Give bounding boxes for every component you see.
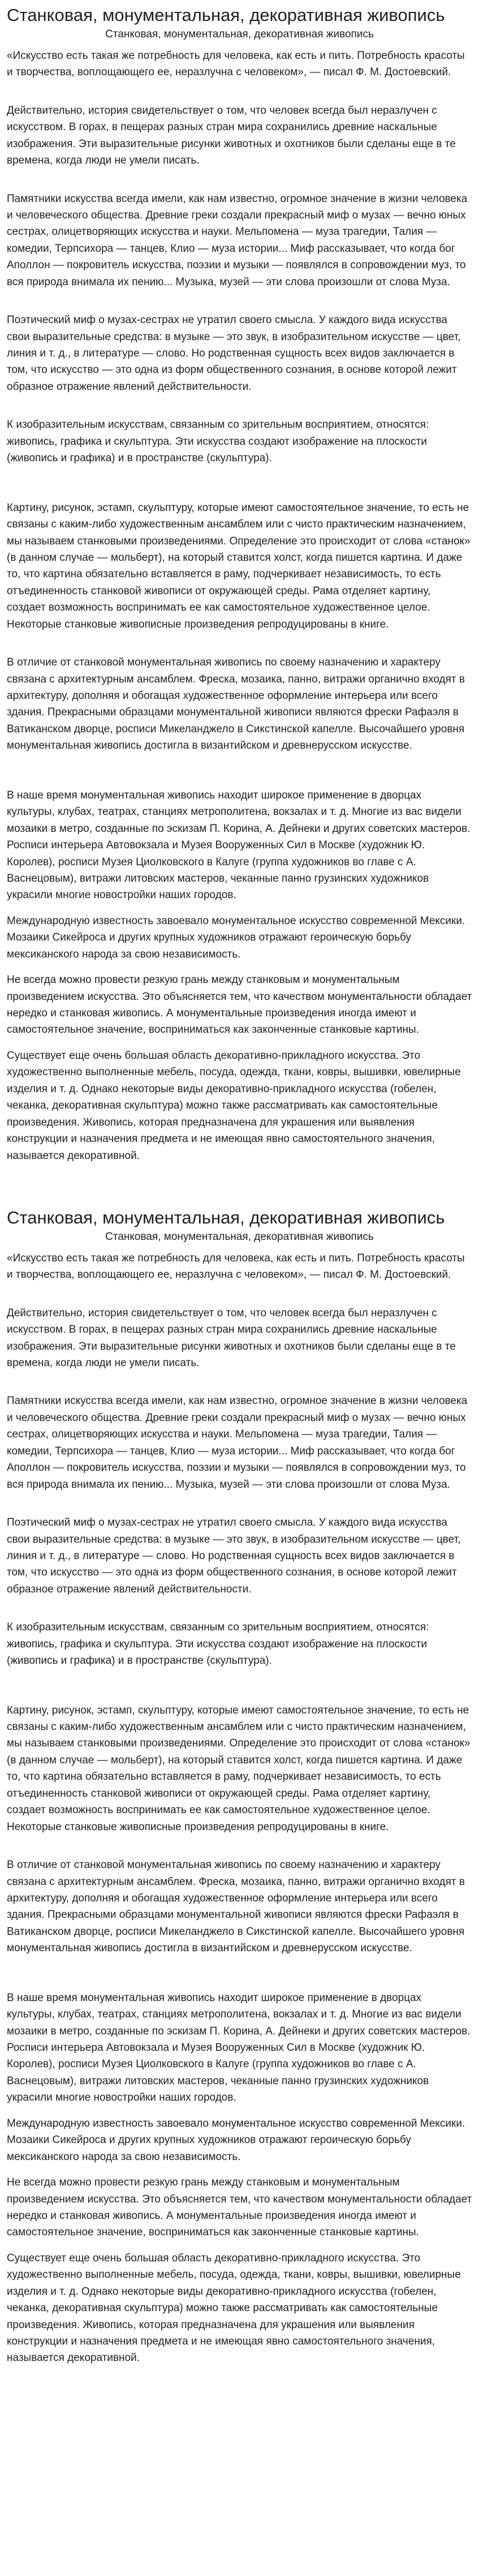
paragraph: Не всегда можно провести резкую грань между станковым и монументальным произведением искусства. Это объясняется тем, что качеством монументальности обладает нередко и станковая живопись. А монументальные произведения иногда имеют и самостоятельное значение, восприниматься как законченные станковые картины. [7, 2176, 472, 2239]
paragraph: Существует еще очень большая область декоративно-прикладного искусства. Это художественно выполненные мебель, посуда, одежда, ткани, ковры, вышивки, ювелирные изделия и т. д. Однако некоторые виды декоративно-прикладного искусства (гобелен, чеканка, декоративная скульптура) можно также рассматривать как самостоятельные произведения. Живопись, которая предназначена для украшения или выявления конструкции и назначения предмета и не имеющая явно самостоятельного значения, называется декоративной. [7, 2252, 461, 2364]
paragraph: «Искусство есть такая же потребность для человека, как есть и пить. Потребность красоты и творчества, воплощающего ее, неразлучна с человеком», — писал Ф. М. Достоевский. [7, 49, 465, 79]
article-block-2 [7, 1207, 472, 2367]
paragraph: В отличие от станковой монументальная живопись по своему назначению и характеру связана с архитектурным ансамблем. Фреска, мозаика, панно, витражи органично входят в архитектуру, дополняя и обогащая художественное оформление интерьера или всего здания. Прекрасными образцами монументальной живописи являются фрески Рафаэля в Ватиканском дворце, росписи Микеланджело в Сикстинской капелле. Высочайшего уровня монументальная живопись достигла в византийском и древнерусском искусстве. [7, 656, 465, 752]
article-title: Станковая, монументальная, декоративная живопись [7, 1207, 445, 1227]
paragraph: Действительно, история свидетельствует о том, что человек всегда был неразлучен с искусством. В горах, в пещерах разных стран мира сохранились древние наскальные изображения. Эти выразительные рисунки животных и охотников были сделаны еще в те времена, когда люди не умели писать. [7, 1307, 456, 1369]
article-subtitle: Станковая, монументальная, декоративная живопись [105, 1231, 374, 1243]
paragraph: Картину, рисунок, эстамп, скульптуру, которые имеют самостоятельное значение, то есть не связаны с каким-либо художественным ансамблем или с чисто практическим назначением, мы называем станковыми произведениями. Определение это происходит от слова «станок» (в данном случае — мольберт), на который ставится холст, когда пишется картина. И даже то, что картина обязательно вставляется в раму, подчеркивает независимость, то есть отъединенность станковой живописи от окружающей среды. Рама отделяет картину, создает возможность воспринимать ее как самостоятельное художественное целое. Некоторые станковые живописные произведения репродуцированы в книге. [7, 501, 471, 630]
paragraph: К изобразительным искусствам, связанным со зрительным восприятием, относятся: живопись, графика и скульптура. Эти искусства создают изображение на плоскости (живопись и графика) и в пространстве (скульптура). [7, 419, 429, 465]
article-title: Станковая, монументальная, декоративная живопись [7, 5, 445, 25]
paragraph: «Искусство есть такая же потребность для человека, как есть и пить. Потребность красоты и творчества, воплощающего ее, неразлучна с человеком», — писал Ф. М. Достоевский. [7, 1252, 465, 1281]
paragraph: Действительно, история свидетельствует о том, что человек всегда был неразлучен с искусством. В горах, в пещерах разных стран мира сохранились древние наскальные изображения. Эти выразительные рисунки животных и охотников были сделаны еще в те времена, когда люди не умели писать. [7, 104, 456, 167]
article-subtitle: Станковая, монументальная, декоративная живопись [105, 28, 374, 41]
paragraph: В отличие от станковой монументальная живопись по своему назначению и характеру связана с архитектурным ансамблем. Фреска, мозаика, панно, витражи органично входят в архитектуру, дополняя и обогащая художественное оформление интерьера или всего здания. Прекрасными образцами монументальной живописи являются фрески Рафаэля в Ватиканском дворце, росписи Микеланджело в Сикстинской капелле. Высочайшего уровня монументальная живопись достигла в византийском и древнерусском искусстве. [7, 1859, 465, 1955]
paragraph: Памятники искусства всегда имели, как нам известно, огромное значение в жизни человека и человеческого общества. Древние греки создали прекрасный миф о музах — вечно юных сестрах, олицетворяющих искусства и науки. Мельпомена — муза трагедии, Талия — комедии, Терпсихора — танцев, Клио — муза истории... Миф рассказывает, что когда бог Аполлон — покровитель искусства, поэзии и музыки — появлялся в сопровождении муз, то вся природа внимала их пению... Музыка, музей — эти слова произошли от слова Муза. [7, 1395, 468, 1491]
paragraph: В наше время монументальная живопись находит широкое применение в дворцах культуры, клубах, театрах, станциях метрополитена, вокзалах и т. д. Многие из вас видели мозаики в метро, созданные по эскизам П. Корина, А. Дейнеки и других советских мастеров. Росписи интерьера Автовокзала и Музея Вооруженных Сил в Москве (художник Ю. Королев), росписи Музея Циолковского в Калуге (группа художников во главе с А. Васнецовым), витражи литовских мастеров, чеканные панно грузинских художников украсили многие новостройки наших городов. [7, 789, 471, 901]
paragraph: Существует еще очень большая область декоративно-прикладного искусства. Это художественно выполненные мебель, посуда, одежда, ткани, ковры, вышивки, ювелирные изделия и т. д. Однако некоторые виды декоративно-прикладного искусства (гобелен, чеканка, декоративная скульптура) можно также рассматривать как самостоятельные произведения. Живопись, которая предназначена для украшения или выявления конструкции и назначения предмета и не имеющая явно самостоятельного значения, называется декоративной. [7, 1049, 461, 1162]
paragraph: Международную известность завоевало монументальное искусство современной Мексики. Мозаики Сикейроса и других крупных художников отражают героическую борьбу мексиканского народа за свою независимость. [7, 2117, 465, 2163]
section-gap [7, 1173, 472, 1207]
paragraph: Международную известность завоевало монументальное искусство современной Мексики. Мозаики Сикейроса и других крупных художников отражают героическую борьбу мексиканского народа за свою независимость. [7, 915, 465, 960]
article-block-1 [7, 5, 472, 1164]
paragraph: Поэтический миф о музах-сестрах не утратил своего смысла. У каждого вида искусства свои выразительные средства: в музыке — это звук, в изобразительном искусстве — цвет, линия и т. д., в литературе — слово. Но родственная сущность всех видов заключается в том, что искусство — это одна из форм общественного сознания, в основе которой лежит образное отражение явлений действительности. [7, 1517, 461, 1595]
paragraph: В наше время монументальная живопись находит широкое применение в дворцах культуры, клубах, театрах, станциях метрополитена, вокзалах и т. д. Многие из вас видели мозаики в метро, созданные по эскизам П. Корина, А. Дейнеки и других советских мастеров. Росписи интерьера Автовокзала и Музея Вооруженных Сил в Москве (художник Ю. Королев), росписи Музея Циолковского в Калуге (группа художников во главе с А. Васнецовым), витражи литовских мастеров, чеканные панно грузинских художников украсили многие новостройки наших городов. [7, 1991, 471, 2104]
paragraph: К изобразительным искусствам, связанным со зрительным восприятием, относятся: живопись, графика и скульптура. Эти искусства создают изображение на плоскости (живопись и графика) и в пространстве (скульптура). [7, 1621, 429, 1667]
paragraph: Картину, рисунок, эстамп, скульптуру, которые имеют самостоятельное значение, то есть не связаны с каким-либо художественным ансамблем или с чисто практическим назначением, мы называем станковыми произведениями. Определение это происходит от слова «станок» (в данном случае — мольберт), на который ставится холст, когда пишется картина. И даже то, что картина обязательно вставляется в раму, подчеркивает независимость, то есть отъединенность станковой живописи от окружающей среды. Рама отделяет картину, создает возможность воспринимать ее как самостоятельное художественное целое. Некоторые станковые живописные произведения репродуцированы в книге. [7, 1704, 471, 1833]
paragraph: Не всегда можно провести резкую грань между станковым и монументальным произведением искусства. Это объясняется тем, что качеством монументальности обладает нередко и станковая живопись. А монументальные произведения иногда имеют и самостоятельное значение, восприниматься как законченные станковые картины. [7, 974, 472, 1036]
paragraph: Поэтический миф о музах-сестрах не утратил своего смысла. У каждого вида искусства свои выразительные средства: в музыке — это звук, в изобразительном искусстве — цвет, линия и т. д., в литературе — слово. Но родственная сущность всех видов заключается в том, что искусство — это одна из форм общественного сознания, в основе которой лежит образное отражение явлений действительности. [7, 314, 461, 393]
paragraph: Памятники искусства всегда имели, как нам известно, огромное значение в жизни человека и человеческого общества. Древние греки создали прекрасный миф о музах — вечно юных сестрах, олицетворяющих искусства и науки. Мельпомена — муза трагедии, Талия — комедии, Терпсихора — танцев, Клио — муза истории... Миф рассказывает, что когда бог Аполлон — покровитель искусства, поэзии и музыки — появлялся в сопровождении муз, то вся природа внимала их пению... Музыка, музей — эти слова произошли от слова Муза. [7, 192, 468, 288]
